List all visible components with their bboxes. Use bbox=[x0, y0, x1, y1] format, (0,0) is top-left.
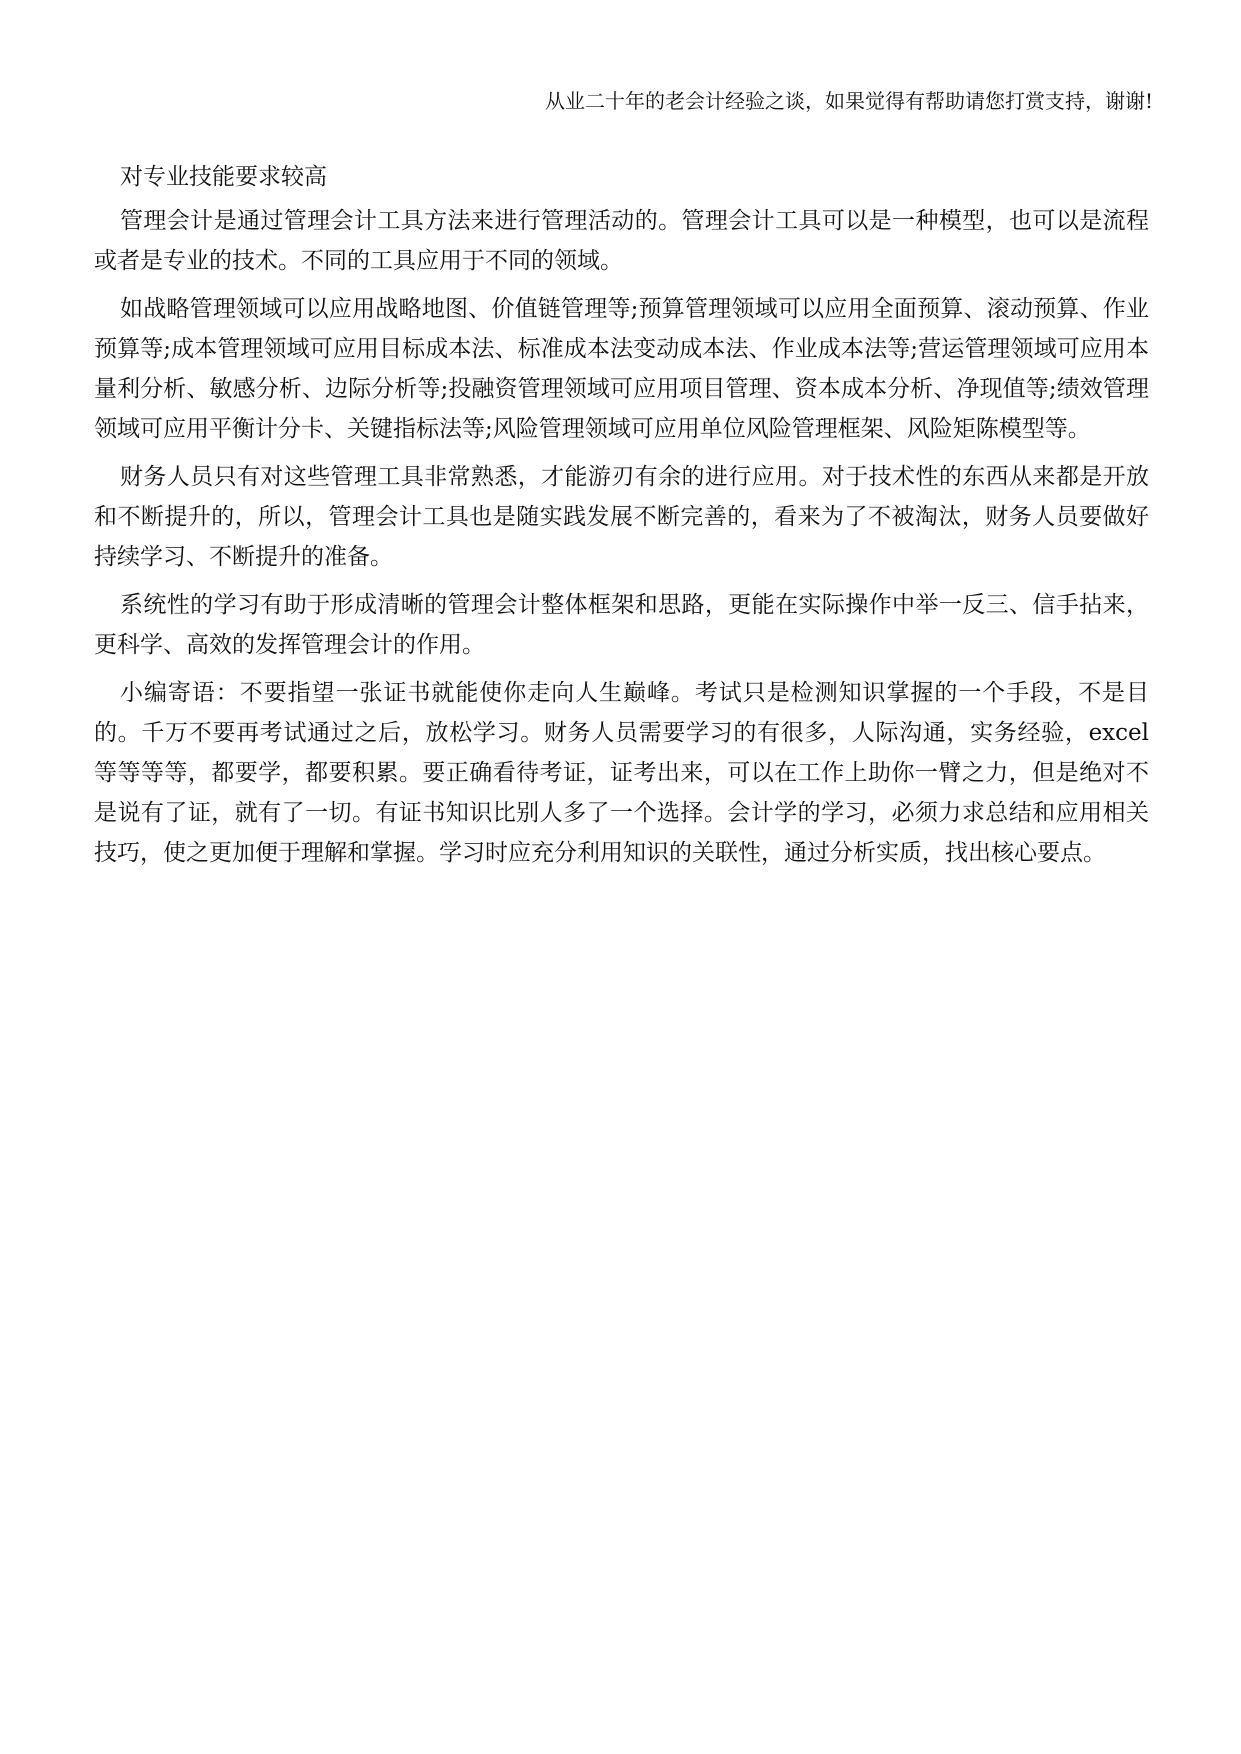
paragraph: 如战略管理领域可以应用战略地图、价值链管理等;预算管理领域可以应用全面预算、滚动预算、作业预算等;成本管理领域可应用目标成本法、标准成本法变动成本法、作业成本法等;营运管理领域可应用本量利分析、敏感分析、边际分析等;投融资管理领域可应用项目管理、资本成本分析、净现值等;绩效管理领域可应用平衡计分卡、关键指标法等;风险管理领域可应用单位风险管理框架、风险矩陈模型等。 bbox=[94, 296, 1149, 442]
paragraph-heading: 对专业技能要求较高 bbox=[120, 164, 327, 190]
paragraph: 小编寄语：不要指望一张证书就能使你走向人生巅峰。考试只是检测知识掌握的一个手段，不是目的。千万不要再考试通过之后，放松学习。财务人员需要学习的有很多，人际沟通，实务经验，excel 等等等等，都要学，都要积累。要正确看待考证，证考出来，可以在工作上助你一臂之力，但是绝对不是说有了证，就有了一切。有证书知识比别人多了一个选择。会计学的学习，必须力求总结和应用相关技巧，使之更加便于理解和掌握。学习时应充分利用知识的关联性，通过分析实质，找出核心要点。 bbox=[94, 680, 1149, 866]
paragraph: 财务人员只有对这些管理工具非常熟悉，才能游刃有余的进行应用。对于技术性的东西从来都是开放和不断提升的，所以，管理会计工具也是随实践发展不断完善的，看来为了不被淘汰，财务人员要做好持续学习、不断提升的准备。 bbox=[94, 464, 1149, 570]
paragraph: 系统性的学习有助于形成清晰的管理会计整体框架和思路，更能在实际操作中举一反三、信手拈来，更科学、高效的发挥管理会计的作用。 bbox=[94, 592, 1149, 658]
document-body bbox=[94, 157, 1149, 881]
paragraph: 管理会计是通过管理会计工具方法来进行管理活动的。管理会计工具可以是一种模型，也可以是流程或者是专业的技术。不同的工具应用于不同的领域。 bbox=[94, 208, 1149, 274]
header-note: 从业二十年的老会计经验之谈，如果觉得有帮助请您打赏支持，谢谢! bbox=[544, 89, 1153, 113]
